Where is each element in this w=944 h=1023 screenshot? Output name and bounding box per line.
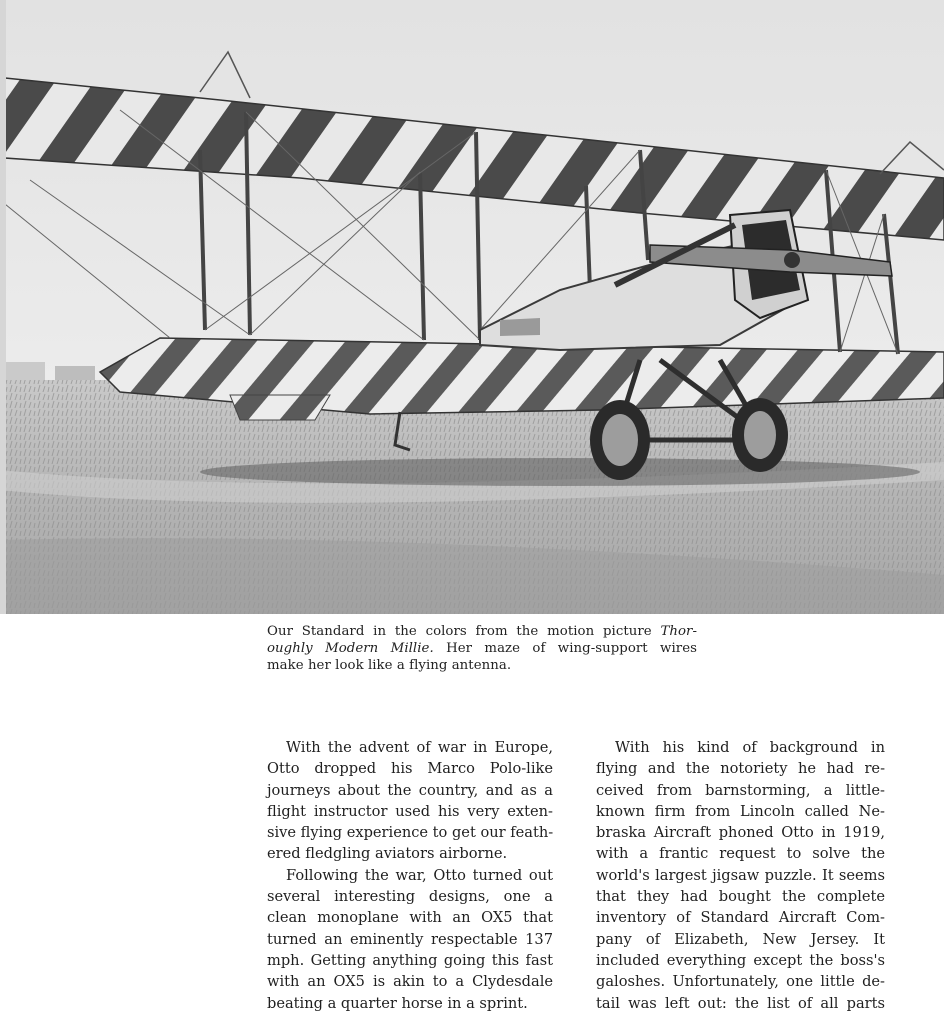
text-line: included everything except the boss's [596, 951, 885, 969]
text-line: mph. Getting anything going this fast [267, 951, 553, 969]
text-line: known firm from Lincoln called Ne- [596, 802, 885, 820]
text-line: ceived from barnstorming, a little- [596, 781, 885, 799]
text-line: turned an eminently respectable 137 [267, 930, 553, 948]
text-line: world's largest jigsaw puzzle. It seems [596, 866, 885, 884]
text-line: several interesting designs, one a [267, 888, 553, 906]
text-line: tail was left out: the list of all parts [596, 994, 885, 1012]
text-line: journeys about the country, and as a [267, 781, 553, 799]
text-column-left [267, 737, 553, 1014]
text-line: Following the war, Otto turned out [286, 866, 553, 884]
caption-line: oughly Modern Millie. Her maze of wing-support wires [267, 641, 697, 656]
text-line: clean monoplane with an OX5 that [267, 909, 553, 927]
text-line: with a frantic request to solve the [596, 845, 885, 863]
text-line: Otto dropped his Marco Polo-like [267, 760, 553, 778]
text-line: With his kind of background in [615, 739, 885, 756]
text-line: braska Aircraft phoned Otto in 1919, [596, 824, 885, 842]
text-column-right [596, 737, 885, 1014]
text-line: galoshes. Unfortunately, one little de- [596, 973, 885, 991]
photo-caption [267, 623, 697, 674]
text-line: inventory of Standard Aircraft Com- [596, 909, 885, 927]
caption-line: make her look like a flying antenna. [267, 658, 512, 673]
plane-shadow [200, 458, 920, 486]
text-line: With the advent of war in Europe, [286, 739, 553, 756]
text-line: beating a quarter horse in a sprint. [267, 994, 528, 1012]
caption-line: Our Standard in the colors from the motion picture Thor- [267, 624, 697, 639]
text-line: sive flying experience to get our feath- [267, 824, 554, 842]
text-line: flight instructor used his very exten- [267, 802, 553, 820]
text-line: that they had bought the complete [596, 888, 885, 906]
text-line: ered fledgling aviators airborne. [267, 845, 508, 863]
text-line: with an OX5 is akin to a Clydesdale [267, 973, 553, 991]
text-line: pany of Elizabeth, New Jersey. It [596, 930, 885, 948]
text-line: flying and the notoriety he had re- [596, 760, 885, 778]
